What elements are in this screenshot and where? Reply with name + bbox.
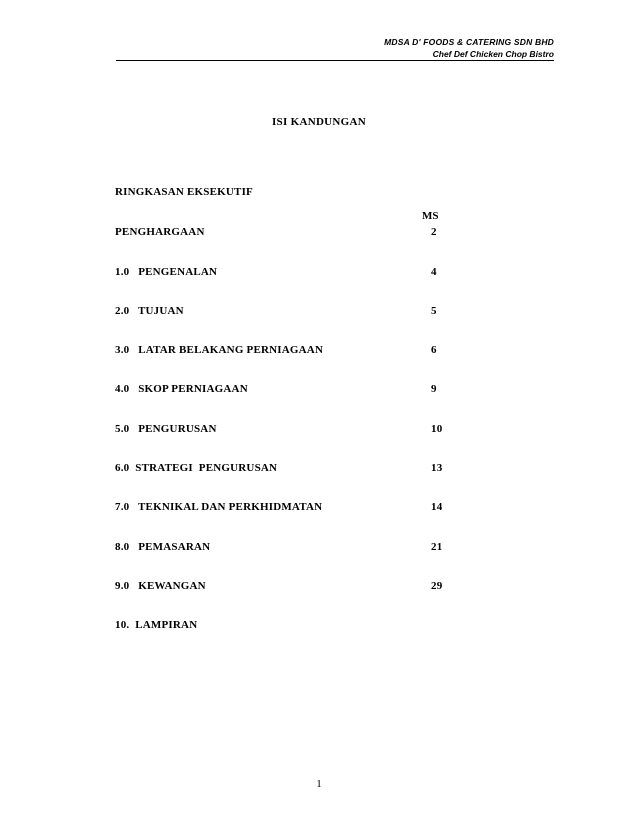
toc-label: 1.0 PENGENALAN: [115, 266, 218, 278]
toc-page: 29: [431, 580, 443, 592]
toc-page: 2: [431, 226, 437, 238]
toc-page: 4: [431, 266, 437, 278]
toc-row: [115, 344, 455, 360]
header-divider: [116, 60, 554, 61]
page-title: ISI KANDUNGAN: [271, 116, 367, 128]
toc-page: 13: [431, 462, 443, 474]
document-header: [384, 36, 554, 60]
page-column-header: MS: [422, 210, 439, 222]
toc-row: [115, 580, 455, 596]
toc-row: [115, 501, 455, 517]
business-name: Chef Def Chicken Chop Bistro: [432, 49, 554, 59]
toc-label: 5.0 PENGURUSAN: [115, 423, 217, 435]
toc-row: [115, 423, 455, 439]
toc-row: [115, 619, 455, 635]
toc-label: 10. LAMPIRAN: [115, 619, 198, 631]
toc-page: 9: [431, 383, 437, 395]
page-number: 1: [316, 778, 322, 790]
toc-label: 7.0 TEKNIKAL DAN PERKHIDMATAN: [115, 501, 323, 513]
toc-row: [115, 266, 455, 282]
company-name: MDSA D' FOODS & CATERING SDN BHD: [384, 37, 554, 47]
toc-row: [115, 383, 455, 399]
toc-row: [115, 305, 455, 321]
toc-page: 10: [431, 423, 443, 435]
toc-page: 6: [431, 344, 437, 356]
toc-label: 6.0 STRATEGI PENGURUSAN: [115, 462, 278, 474]
toc-row: [115, 226, 455, 242]
toc-page: 14: [431, 501, 443, 513]
toc-label: 4.0 SKOP PERNIAGAAN: [115, 383, 248, 395]
toc-label: PENGHARGAAN: [115, 226, 205, 238]
toc-label: 2.0 TUJUAN: [115, 305, 184, 317]
toc-executive-summary: RINGKASAN EKSEKUTIF: [115, 186, 253, 198]
toc-label: 9.0 KEWANGAN: [115, 580, 206, 592]
toc-row: [115, 462, 455, 478]
toc-page: 21: [431, 541, 443, 553]
toc-row: [115, 541, 455, 557]
toc-page: 5: [431, 305, 437, 317]
toc-label: 3.0 LATAR BELAKANG PERNIAGAAN: [115, 344, 324, 356]
toc-label: 8.0 PEMASARAN: [115, 541, 211, 553]
